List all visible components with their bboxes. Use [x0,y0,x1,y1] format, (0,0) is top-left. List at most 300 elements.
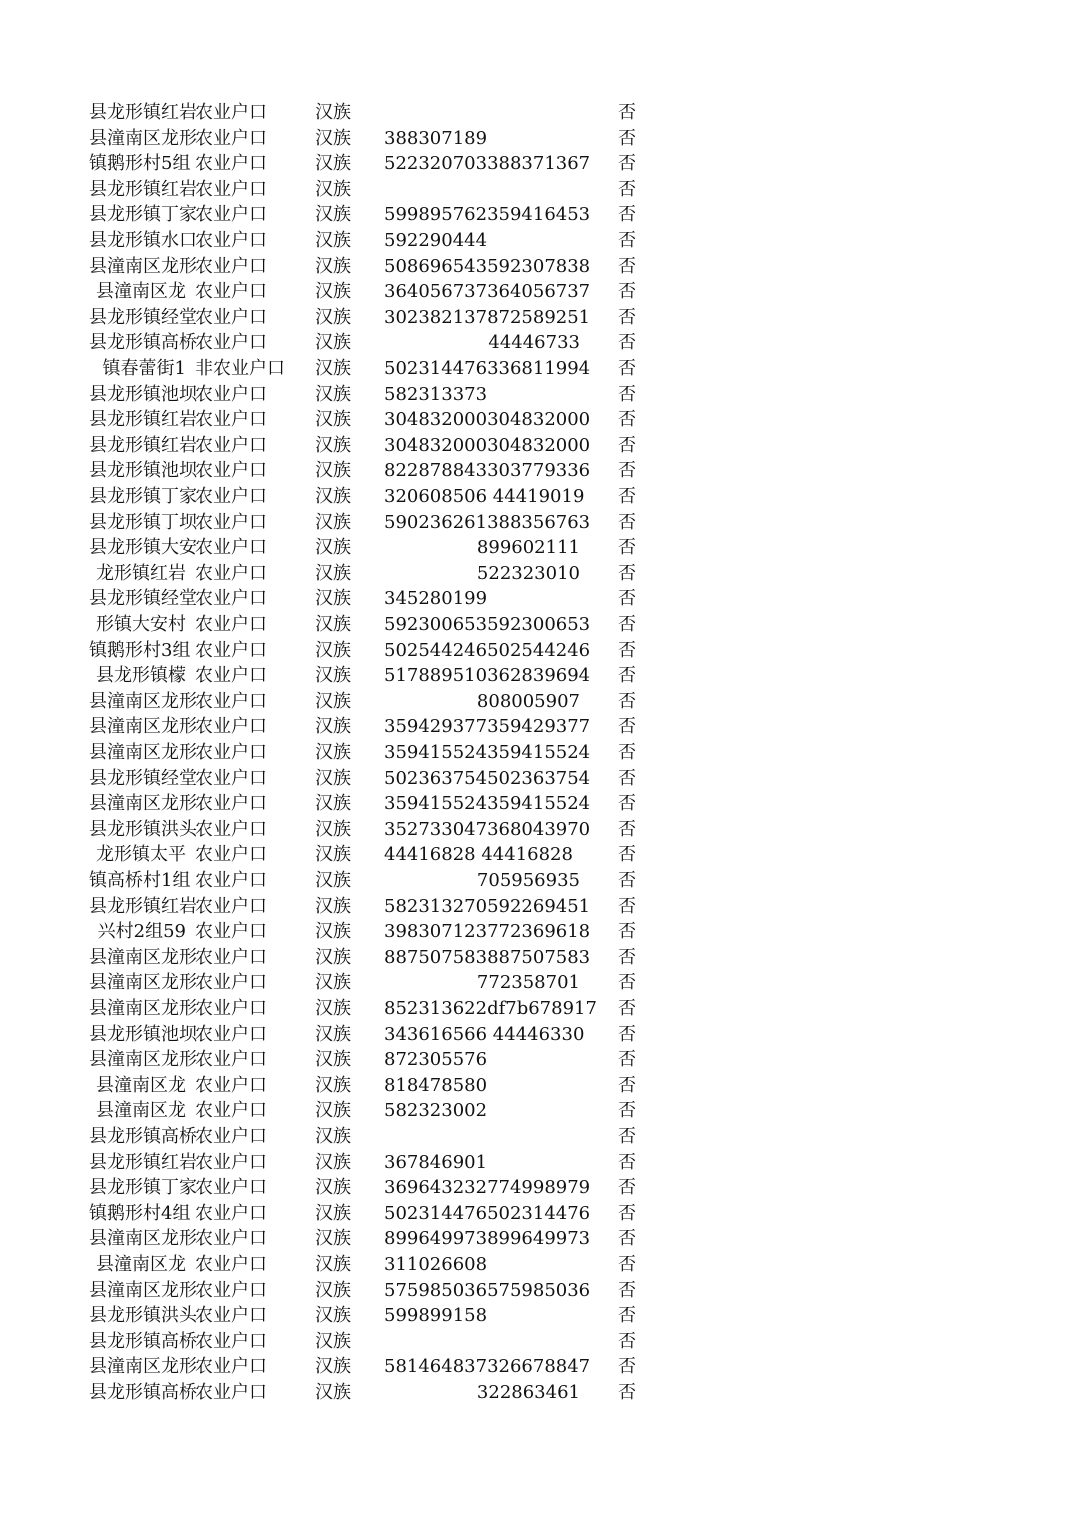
table-row [0,510,1075,535]
ethnicity-cell: 汉族 [315,1177,351,1199]
flag-cell: 否 [618,742,636,763]
flag-cell: 否 [618,204,636,226]
hukou-type-cell: 农业户口 [195,1279,267,1301]
phone-number-cell: 359429377359429377 [384,716,591,738]
table-row [0,1073,1075,1098]
address-cell: 县龙形镇丁家 [89,486,197,507]
flag-cell: 否 [618,767,636,789]
hukou-type-cell: 农业户口 [195,1356,267,1378]
hukou-type-cell: 农业户口 [195,460,267,482]
table-row [0,996,1075,1021]
address-cell: 县龙形镇高桥 [89,332,197,354]
table-row [0,484,1075,509]
address-cell: 兴村2组59 [97,921,186,943]
phone-number-cell: 808005907 [476,690,580,712]
flag-cell: 否 [618,358,636,379]
table-row [0,382,1075,407]
address-cell: 县龙形镇丁家 [89,204,197,226]
flag-cell: 否 [618,690,636,712]
flag-cell: 否 [618,639,636,661]
phone-number-cell: 592300653592300653 [384,614,591,635]
table-row [0,894,1075,919]
flag-cell: 否 [618,1254,636,1275]
phone-number-cell: 44416828 44416828 [384,844,573,866]
hukou-type-cell: 农业户口 [195,332,267,354]
table-row [0,817,1075,842]
hukou-type-cell: 农业户口 [195,1151,267,1173]
phone-number-cell: 899602111 [476,537,580,559]
flag-cell: 否 [618,818,636,840]
ethnicity-cell: 汉族 [315,998,351,1019]
phone-number-cell: 582313270592269451 [384,895,591,917]
flag-cell: 否 [618,434,636,456]
hukou-type-cell: 农业户口 [195,614,267,635]
table-row [0,279,1075,304]
address-cell: 县潼南区龙 [96,1254,186,1275]
hukou-type-cell: 农业户口 [195,434,267,456]
table-row [0,970,1075,995]
table-row [0,612,1075,637]
phone-number-cell: 517889510362839694 [384,665,591,687]
hukou-type-cell: 农业户口 [195,1382,267,1403]
phone-number-cell: 304832000304832000 [384,409,591,431]
hukou-type-cell: 农业户口 [195,690,267,712]
ethnicity-cell: 汉族 [315,562,351,584]
ethnicity-cell: 汉族 [315,409,351,431]
phone-number-cell: 359415524359415524 [384,793,591,815]
hukou-type-cell: 农业户口 [195,204,267,226]
hukou-type-cell: 农业户口 [195,409,267,431]
ethnicity-cell: 汉族 [315,1049,351,1071]
hukou-type-cell: 农业户口 [195,230,267,251]
address-cell: 县潼南区龙形 [89,690,197,712]
address-cell: 县龙形镇红岩 [89,409,197,431]
flag-cell: 否 [618,998,636,1019]
table-row [0,1278,1075,1303]
flag-cell: 否 [618,1228,636,1250]
table-row [0,1022,1075,1047]
ethnicity-cell: 汉族 [315,1254,351,1275]
table-row [0,638,1075,663]
hukou-type-cell: 农业户口 [195,102,267,123]
hukou-type-cell: 农业户口 [195,639,267,661]
address-cell: 县潼南区龙形 [89,793,197,815]
flag-cell: 否 [618,793,636,815]
flag-cell: 否 [618,614,636,635]
phone-number-cell: 590236261388356763 [384,511,591,533]
table-row [0,1047,1075,1072]
phone-number-cell: 364056737364056737 [384,281,591,303]
table-row [0,1175,1075,1200]
table-row [0,1226,1075,1251]
flag-cell: 否 [618,1100,636,1122]
flag-cell: 否 [618,1177,636,1199]
hukou-type-cell: 农业户口 [195,588,267,610]
flag-cell: 否 [618,844,636,866]
address-cell: 县龙形镇经堂 [89,588,197,610]
hukou-type-cell: 农业户口 [195,383,267,405]
flag-cell: 否 [618,946,636,968]
ethnicity-cell: 汉族 [315,306,351,328]
flag-cell: 否 [618,255,636,277]
address-cell: 县龙形镇高桥 [89,1126,197,1147]
phone-number-cell: 772358701 [476,972,580,994]
flag-cell: 否 [618,972,636,994]
address-cell: 县龙形镇红岩 [89,178,197,200]
ethnicity-cell: 汉族 [315,1279,351,1301]
address-cell: 县龙形镇红岩 [89,895,197,917]
address-cell: 县龙形镇丁坝 [89,511,197,533]
phone-number-cell: 352733047368043970 [384,818,591,840]
address-cell: 县龙形镇红岩 [89,102,197,123]
ethnicity-cell: 汉族 [315,153,351,175]
flag-cell: 否 [618,921,636,943]
flag-cell: 否 [618,895,636,917]
flag-cell: 否 [618,460,636,482]
ethnicity-cell: 汉族 [315,716,351,738]
address-cell: 县龙形镇池坝 [89,1023,197,1045]
address-cell: 县龙形镇池坝 [89,383,197,405]
address-cell: 县龙形镇丁家 [89,1177,197,1199]
phone-number-cell: 398307123772369618 [384,921,591,943]
hukou-type-cell: 农业户口 [195,665,267,687]
address-cell: 县潼南区龙形 [89,998,197,1019]
flag-cell: 否 [618,1023,636,1045]
flag-cell: 否 [618,1330,636,1352]
flag-cell: 否 [618,1202,636,1224]
address-cell: 县龙形镇高桥 [89,1330,197,1352]
ethnicity-cell: 汉族 [315,767,351,789]
flag-cell: 否 [618,716,636,738]
phone-number-cell: 599899158 [384,1305,488,1327]
table-row [0,151,1075,176]
flag-cell: 否 [618,383,636,405]
ethnicity-cell: 汉族 [315,895,351,917]
address-cell: 县龙形镇高桥 [89,1382,197,1403]
table-row [0,561,1075,586]
address-cell: 镇鹅形村3组 [89,639,191,661]
table-row [0,305,1075,330]
phone-number-cell: 369643232774998979 [384,1177,591,1199]
hukou-type-cell: 农业户口 [195,1023,267,1045]
address-cell: 县潼南区龙 [96,1100,186,1122]
phone-number-cell: 522323010 [476,562,580,584]
phone-number-cell: 44446733 [488,332,580,354]
address-cell: 镇春蕾街1 [102,358,186,379]
phone-number-cell: 582313373 [384,383,488,405]
hukou-type-cell: 农业户口 [195,1100,267,1122]
phone-number-cell: 599895762359416453 [384,204,591,226]
ethnicity-cell: 汉族 [315,946,351,968]
hukou-type-cell: 农业户口 [195,895,267,917]
ethnicity-cell: 汉族 [315,742,351,763]
flag-cell: 否 [618,332,636,354]
hukou-type-cell: 农业户口 [195,1330,267,1352]
ethnicity-cell: 汉族 [315,793,351,815]
phone-number-cell [384,100,580,125]
hukou-type-cell: 农业户口 [195,921,267,943]
ethnicity-cell: 汉族 [315,178,351,200]
phone-number-cell: 388307189 [384,127,488,149]
address-cell: 形镇大安村 [96,614,186,635]
flag-cell: 否 [618,1151,636,1173]
address-cell: 县潼南区龙形 [89,1356,197,1378]
phone-number-cell: 345280199 [384,588,488,610]
phone-number-cell: 522320703388371367 [384,153,591,175]
table-row [0,228,1075,253]
table-row [0,1098,1075,1123]
hukou-type-cell: 农业户口 [195,537,267,559]
phone-number-cell: 818478580 [384,1074,488,1096]
phone-number-cell: 311026608 [384,1254,488,1275]
table-row [0,1124,1075,1149]
ethnicity-cell: 汉族 [315,486,351,507]
address-cell: 县潼南区龙形 [89,742,197,763]
ethnicity-cell: 汉族 [315,639,351,661]
hukou-type-cell: 农业户口 [195,1228,267,1250]
hukou-type-cell: 农业户口 [195,844,267,866]
flag-cell: 否 [618,127,636,149]
table-row [0,1380,1075,1405]
hukou-type-cell: 农业户口 [195,793,267,815]
table-row [0,714,1075,739]
address-cell: 县潼南区龙形 [89,1049,197,1071]
hukou-type-cell: 农业户口 [195,127,267,149]
flag-cell: 否 [618,306,636,328]
ethnicity-cell: 汉族 [315,1382,351,1403]
phone-number-cell: 302382137872589251 [384,306,591,328]
table-row [0,842,1075,867]
flag-cell: 否 [618,486,636,507]
table-row [0,1354,1075,1379]
table-row [0,1329,1075,1354]
hukou-type-cell: 农业户口 [195,1074,267,1096]
ethnicity-cell: 汉族 [315,537,351,559]
ethnicity-cell: 汉族 [315,1330,351,1352]
phone-number-cell [384,177,580,202]
ethnicity-cell: 汉族 [315,1100,351,1122]
address-cell: 镇高桥村1组 [89,870,191,891]
flag-cell: 否 [618,537,636,559]
table-row [0,177,1075,202]
hukou-type-cell: 农业户口 [195,716,267,738]
phone-number-cell: 508696543592307838 [384,255,591,277]
phone-number-cell: 367846901 [384,1151,488,1173]
ethnicity-cell: 汉族 [315,332,351,354]
ethnicity-cell: 汉族 [315,1074,351,1096]
phone-number-cell: 502314476336811994 [384,358,591,379]
phone-number-cell: 887507583887507583 [384,946,591,968]
table-row [0,126,1075,151]
address-cell: 县潼南区龙形 [89,127,197,149]
flag-cell: 否 [618,153,636,175]
hukou-type-cell: 农业户口 [195,1305,267,1327]
hukou-type-cell: 农业户口 [195,1126,267,1147]
table-row [0,791,1075,816]
hukou-type-cell: 农业户口 [195,818,267,840]
flag-cell: 否 [618,230,636,251]
flag-cell: 否 [618,562,636,584]
hukou-type-cell: 农业户口 [195,870,267,891]
ethnicity-cell: 汉族 [315,127,351,149]
address-cell: 县龙形镇洪头 [89,1305,197,1327]
phone-number-cell [384,1329,580,1354]
address-cell: 县潼南区龙形 [89,1228,197,1250]
flag-cell: 否 [618,102,636,123]
table-row [0,535,1075,560]
ethnicity-cell: 汉族 [315,665,351,687]
ethnicity-cell: 汉族 [315,921,351,943]
ethnicity-cell: 汉族 [315,1305,351,1327]
flag-cell: 否 [618,1305,636,1327]
table-row [0,433,1075,458]
flag-cell: 否 [618,1382,636,1403]
flag-cell: 否 [618,870,636,891]
ethnicity-cell: 汉族 [315,1356,351,1378]
table-row [0,689,1075,714]
hukou-type-cell: 农业户口 [195,178,267,200]
phone-number-cell: 502544246502544246 [384,639,591,661]
ethnicity-cell: 汉族 [315,230,351,251]
address-cell: 县龙形镇洪头 [89,818,197,840]
phone-number-cell: 852313622df7b678917 [384,998,597,1019]
table-row [0,356,1075,381]
flag-cell: 否 [618,281,636,303]
table-row [0,868,1075,893]
hukou-type-cell: 农业户口 [195,1202,267,1224]
phone-number-cell: 502314476502314476 [384,1202,591,1224]
address-cell: 县龙形镇经堂 [89,306,197,328]
table-row [0,330,1075,355]
table-row [0,919,1075,944]
table-row [0,254,1075,279]
address-cell: 县潼南区龙形 [89,1279,197,1301]
table-row [0,586,1075,611]
ethnicity-cell: 汉族 [315,614,351,635]
table-row [0,1303,1075,1328]
phone-number-cell [384,1124,580,1149]
ethnicity-cell: 汉族 [315,204,351,226]
phone-number-cell: 575985036575985036 [384,1279,591,1301]
hukou-type-cell: 农业户口 [195,1177,267,1199]
table-row [0,740,1075,765]
hukou-type-cell: 农业户口 [195,281,267,303]
ethnicity-cell: 汉族 [315,358,351,379]
flag-cell: 否 [618,1356,636,1378]
hukou-type-cell: 农业户口 [195,972,267,994]
hukou-type-cell: 农业户口 [195,306,267,328]
ethnicity-cell: 汉族 [315,102,351,123]
table-row [0,1150,1075,1175]
flag-cell: 否 [618,1279,636,1301]
table-row [0,1201,1075,1226]
phone-number-cell: 502363754502363754 [384,767,591,789]
hukou-type-cell: 农业户口 [195,562,267,584]
flag-cell: 否 [618,409,636,431]
hukou-type-cell: 农业户口 [195,767,267,789]
flag-cell: 否 [618,588,636,610]
phone-number-cell: 582323002 [384,1100,488,1122]
ethnicity-cell: 汉族 [315,1151,351,1173]
ethnicity-cell: 汉族 [315,818,351,840]
ethnicity-cell: 汉族 [315,1126,351,1147]
hukou-type-cell: 农业户口 [195,946,267,968]
ethnicity-cell: 汉族 [315,255,351,277]
address-cell: 县龙形镇经堂 [89,767,197,789]
hukou-type-cell: 农业户口 [195,486,267,507]
ethnicity-cell: 汉族 [315,281,351,303]
address-cell: 县龙形镇池坝 [89,460,197,482]
address-cell: 镇鹅形村5组 [89,153,191,175]
table-row [0,945,1075,970]
hukou-type-cell: 农业户口 [195,998,267,1019]
ethnicity-cell: 汉族 [315,972,351,994]
flag-cell: 否 [618,665,636,687]
hukou-type-cell: 农业户口 [195,153,267,175]
phone-number-cell: 343616566 44446330 [384,1023,585,1045]
address-cell: 龙形镇太平 [96,844,186,866]
phone-number-cell: 899649973899649973 [384,1228,591,1250]
ethnicity-cell: 汉族 [315,844,351,866]
table-row [0,407,1075,432]
address-cell: 县潼南区龙形 [89,716,197,738]
phone-number-cell: 872305576 [384,1049,488,1071]
flag-cell: 否 [618,511,636,533]
hukou-type-cell: 农业户口 [195,511,267,533]
ethnicity-cell: 汉族 [315,588,351,610]
phone-number-cell: 304832000304832000 [384,434,591,456]
ethnicity-cell: 汉族 [315,870,351,891]
flag-cell: 否 [618,178,636,200]
ethnicity-cell: 汉族 [315,383,351,405]
hukou-type-cell: 农业户口 [195,742,267,763]
address-cell: 县潼南区龙形 [89,972,197,994]
table-row [0,100,1075,125]
ethnicity-cell: 汉族 [315,511,351,533]
phone-number-cell: 822878843303779336 [384,460,591,482]
address-cell: 县龙形镇红岩 [89,1151,197,1173]
ethnicity-cell: 汉族 [315,434,351,456]
address-cell: 县龙形镇红岩 [89,434,197,456]
ethnicity-cell: 汉族 [315,1023,351,1045]
phone-number-cell: 705956935 [476,870,580,891]
ethnicity-cell: 汉族 [315,1202,351,1224]
address-cell: 镇鹅形村4组 [89,1202,191,1224]
address-cell: 县潼南区龙形 [89,946,197,968]
hukou-type-cell: 农业户口 [195,1254,267,1275]
table-row [0,458,1075,483]
flag-cell: 否 [618,1126,636,1147]
phone-number-cell: 322863461 [476,1382,580,1403]
hukou-type-cell: 农业户口 [195,1049,267,1071]
table-row [0,1252,1075,1277]
address-cell: 县龙形镇大安 [89,537,197,559]
flag-cell: 否 [618,1074,636,1096]
ethnicity-cell: 汉族 [315,1228,351,1250]
table-row [0,202,1075,227]
address-cell: 县龙形镇水口 [89,230,197,251]
address-cell: 县龙形镇檬 [96,665,186,687]
address-cell: 县潼南区龙 [96,281,186,303]
hukou-type-cell: 非农业户口 [195,358,285,379]
table-row [0,766,1075,791]
hukou-type-cell: 农业户口 [195,255,267,277]
phone-number-cell: 592290444 [384,230,488,251]
ethnicity-cell: 汉族 [315,690,351,712]
phone-number-cell: 320608506 44419019 [384,486,585,507]
ethnicity-cell: 汉族 [315,460,351,482]
table-row [0,663,1075,688]
